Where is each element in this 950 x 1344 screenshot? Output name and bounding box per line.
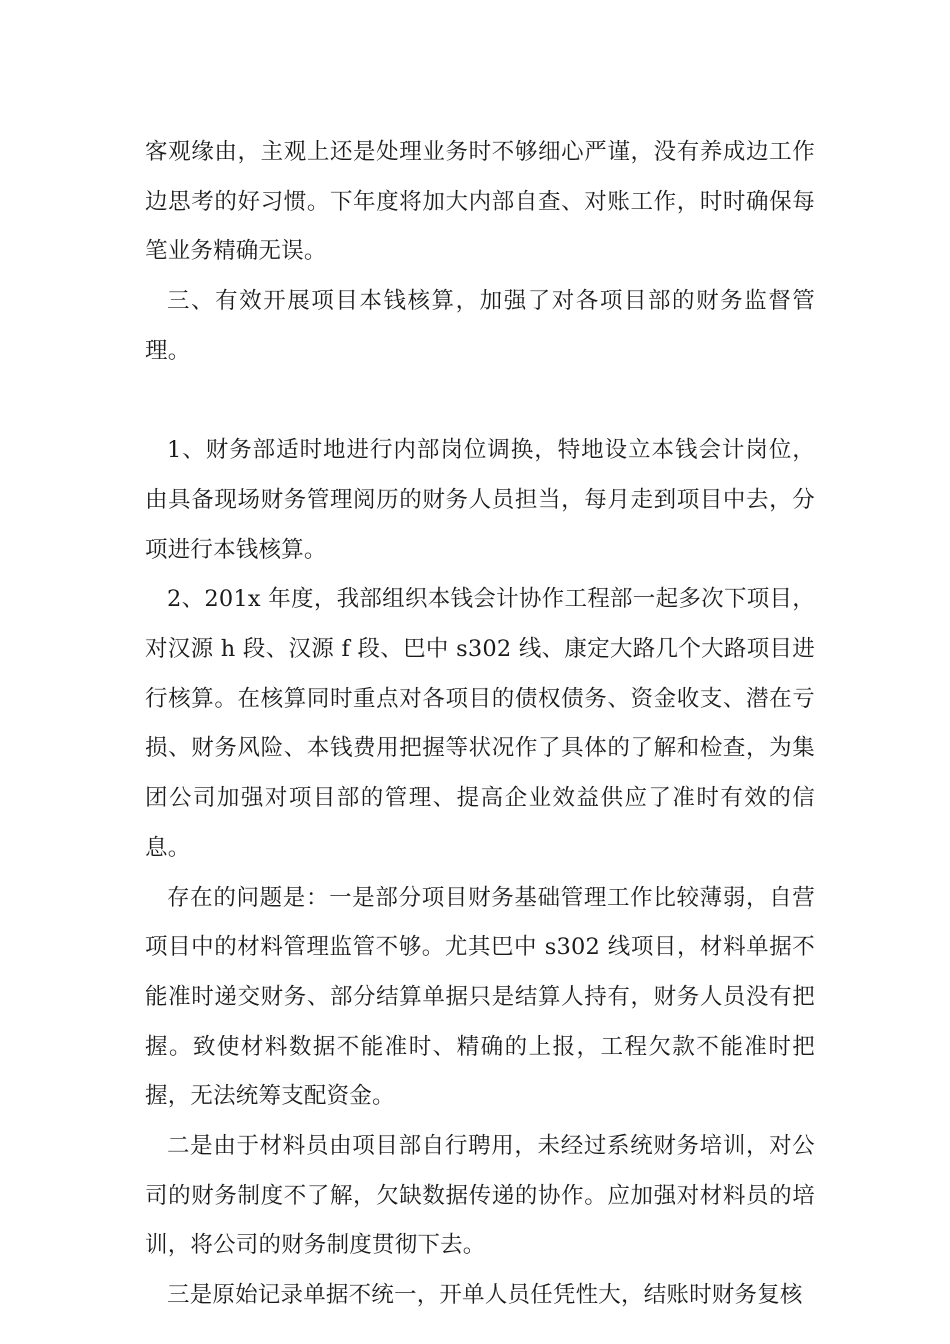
section-heading-3: 三、有效开展项目本钱核算，加强了对各项目部的财务监督管理。 — [145, 288, 815, 364]
document-body — [145, 128, 815, 1321]
paragraph-problems: 存在的问题是：一是部分项目财务基础管理工作比较薄弱，自营项目中的材料管理监管不够。尤其巴中 s302 线项目，材料单据不能准时递交财务、部分结算单据只是结算人持有，财务人员没有把握。致使材料数据不能准时、精确的上报，工程欠款不能准时把握，无法统筹支配资金。 — [145, 884, 815, 1110]
paragraph-problem-2: 二是由于材料员由项目部自行聘用，未经过系统财务培训，对公司的财务制度不了解，欠缺数据传递的协作。应加强对材料员的培训，将公司的财务制度贯彻下去。 — [145, 1133, 815, 1259]
paragraph-item-2: 2、201x 年度，我部组织本钱会计协作工程部一起多次下项目，对汉源 h 段、汉源 f 段、巴中 s302 线、康定大路几个大路项目进行核算。在核算同时重点对各项目的债权债务、资金收支、潜在亏损、财务风险、本钱费用把握等状况作了具体的了解和检查，为集团公司加强对项目部的管理、提高企业效益供应了准时有效的信息。 — [145, 586, 815, 861]
paragraph-item-1: 1、财务部适时地进行内部岗位调换，特地设立本钱会计岗位，由具备现场财务管理阅历的财务人员担当，每月走到项目中去，分项进行本钱核算。 — [145, 437, 815, 563]
blank-line — [145, 377, 815, 427]
paragraph-continuation: 客观缘由，主观上还是处理业务时不够细心严谨，没有养成边工作边思考的好习惯。下年度将加大内部自查、对账工作，时时确保每笔业务精确无误。 — [145, 139, 815, 265]
paragraph-problem-3: 三是原始记录单据不统一，开单人员任凭性大，结账时财务复核 — [167, 1282, 803, 1309]
